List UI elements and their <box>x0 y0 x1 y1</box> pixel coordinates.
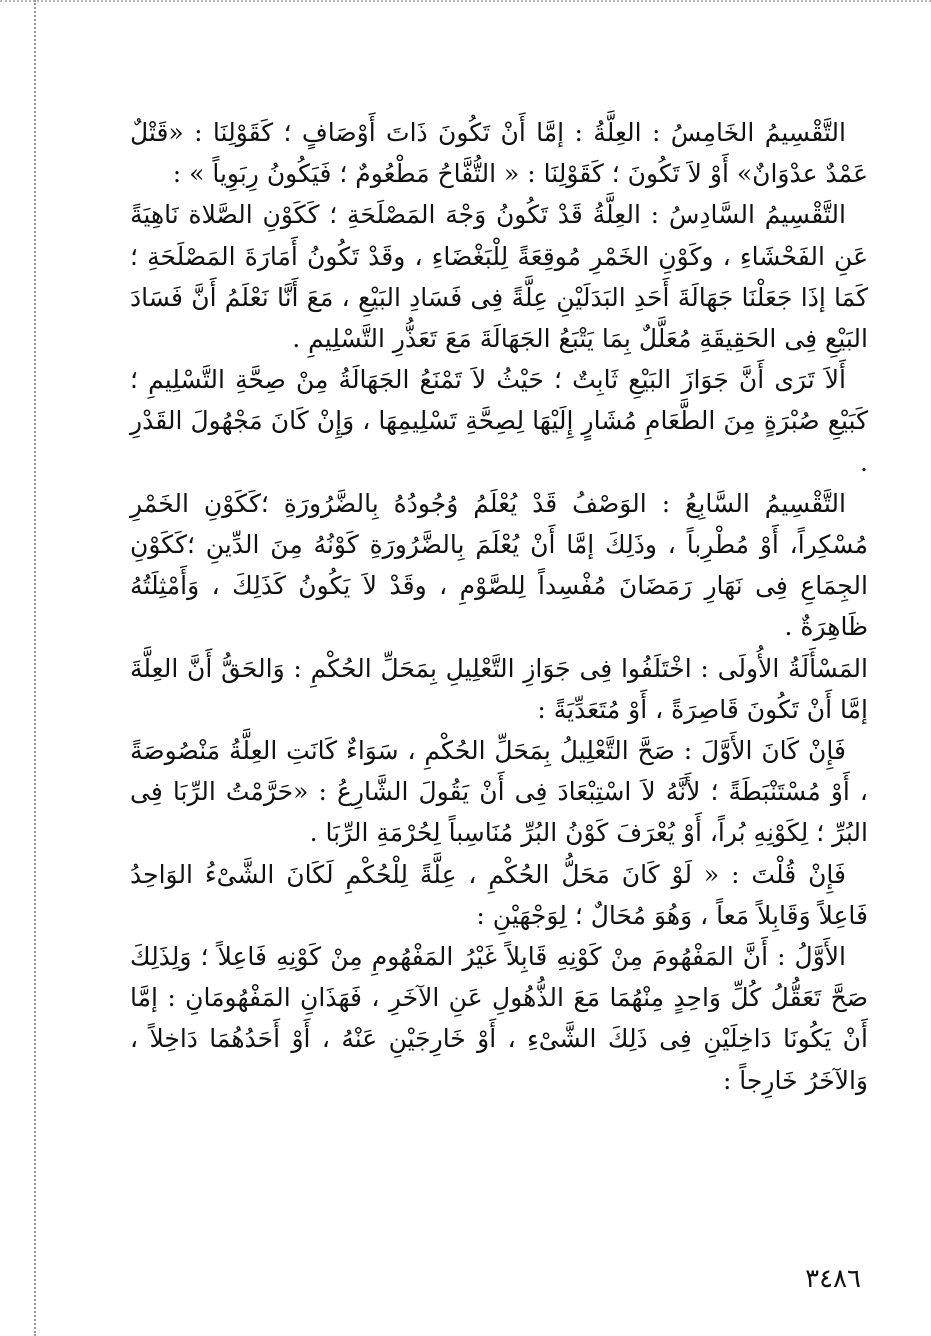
scan-binding-edge <box>34 0 36 1336</box>
page-number: ٣٤٨٦ <box>805 1264 861 1294</box>
paragraph-objection: فَإِنْ قُلْتَ : « لَوْ كَانَ مَحَلُّ الحُكْمِ ، عِلَّةً لِلْحُكْمِ لَكَانَ الشَّىْءُ الوَاحِدُ فَاعِلاً وَقَابِلاً مَعاً ، وَهُوَ مُحَالٌ ؛ لِوَجْهَيْنِ : <box>130 859 868 930</box>
body-text <box>130 112 868 1101</box>
paragraph-sale-example: أَلاَ تَرَى أَنَّ جَوَازَ البَيْعِ ثَابِتٌ ؛ حَيْثُ لاَ تَمْنَعُ الجَهَالَةُ مِنْ صِحَّةِ التَّسْلِيمِ ؛كَبَيْعِ صُبْرَةٍ مِنَ الطَّعَامِ مُشَارٍ إِلَيْهَا لِصِحَّةِ تَسْلِيمِهَا ، وَإِنْ كَانَ مَجْهُولَ القَدْرِ . <box>130 365 868 477</box>
paragraph-first-issue: المَسْأَلَةُ الأُولَى : اخْتَلَفُوا فِى جَوَازِ التَّعْلِيلِ بِمَحَلِّ الحُكْمِ : وَالحَقُّ أَنَّ العِلَّةَ إمَّا أَنْ تَكُونَ قَاصِرَةً ، أَوْ مُتَعَدِّيَةً : <box>130 653 868 724</box>
scan-top-edge <box>0 0 931 5</box>
paragraph-sixth-division: التَّقْسِيمُ السَّادِسُ : العِلَّةُ قَدْ تَكُونُ وَجْهَ المَصْلَحَةِ ؛ كَكَوْنِ الصَّلاة نَاهِيَةً عَنِ الفَحْشَاءِ ، وكَوْنِ الخَمْرِ مُوقِعَةً لِلْبَغْضَاءِ ، وقَدْ تَكُونُ أَمَارَةَ المَصْلَحَةِ ؛كَمَا إذَا جَعَلْنَا جَهَالَةَ أَحَدِ البَدَلَيْنِ عِلَّةً فِى فَسَادِ البَيْعِ ، مَعَ أَنَّا نَعْلَمُ أَنَّ فَسَادَ البَيْعِ فِى الحَقِيقَةِ مُعَلَّلٌ بِمَا يَتْبَعُ الجَهَالَةَ مَعَ تَعَذُّرِ التَّسْلِيمِ . <box>130 200 868 354</box>
paragraph-first-case: فَإِنْ كَانَ الأَوَّلَ : صَحَّ التَّعْلِيلُ بِمَحَلِّ الحُكْمِ ، سَوَاءٌ كَانَتِ العِلَّةُ مَنْصُوصَةً ، أَوْ مُسْتَنْبَطَةً ؛ لأَنَّهُ لاَ اسْتِبْعَادَ فِى أَنْ يَقُولَ الشَّارِعُ : «حَرَّمْتُ الرِّبَا فِى البُرِّ ؛ لِكَوْنِهِ بُراً، أَوْ يُعْرَفَ كَوْنُ البُرِّ مُنَاسِباً لِحُرْمَةِ الرِّبَا . <box>130 736 868 848</box>
paragraph-fifth-division: التَّقْسِيمُ الخَامِسُ : العِلَّةُ : إمَّا أَنْ تَكُونَ ذَاتَ أَوْصَافٍ ؛ كَقَوْلِنَا : «قَتْلٌ عَمْدٌ عدْوَانٌ» أَوْ لاَ تَكُونَ ؛ كَقَوْلِنَا : « التُّفَّاحُ مَطْعُومٌ ؛ فَيَكُونُ رِبَوِياً » : <box>130 118 868 189</box>
paragraph-first-reason: الأَوَّلُ : أَنَّ المَفْهُومَ مِنْ كَوْنِهِ قَابِلاً غَيْرُ المَفْهُومِ مِنْ كَوْنِهِ فَاعِلاً ؛ وَلِذَلِكَ صَحَّ تَعَقُّلُ كُلِّ وَاحِدٍ مِنْهُمَا مَعَ الذُّهُولِ عَنِ الآخَرِ ، فَهَذَانِ المَفْهُومَانِ : إمَّا أَنْ يَكُونَا دَاخِلَيْنِ فِى ذَلِكَ الشَّىْءِ ، أَوْ خَارِجَيْنِ عَنْهُ ، أَوْ أَحَدُهُمَا دَاخِلاً ، وَالآخَرُ خَارِجاً : <box>130 942 868 1095</box>
paragraph-seventh-division: التَّقْسِيمُ السَّابِعُ : الوَصْفُ قَدْ يُعْلَمُ وُجُودُهُ بِالضَّرُورَةِ ؛كَكَوْنِ الخَمْرِ مُسْكِراً، أَوْ مُطْرِباً ، وذَلِكَ إمَّا أَنْ يُعْلَمَ بِالضَّرُورَةِ كَوْنُهُ مِنَ الدِّينِ ؛كَكَوْنِ الجِمَاعِ فِى نَهَارِ رَمَضَانَ مُفْسِداً لِلصَّوْمِ ، وقَدْ لاَ يَكُونُ كَذَلِكَ ، وَأَمْثِلَتُهُ ظَاهِرَةٌ . <box>130 488 868 642</box>
